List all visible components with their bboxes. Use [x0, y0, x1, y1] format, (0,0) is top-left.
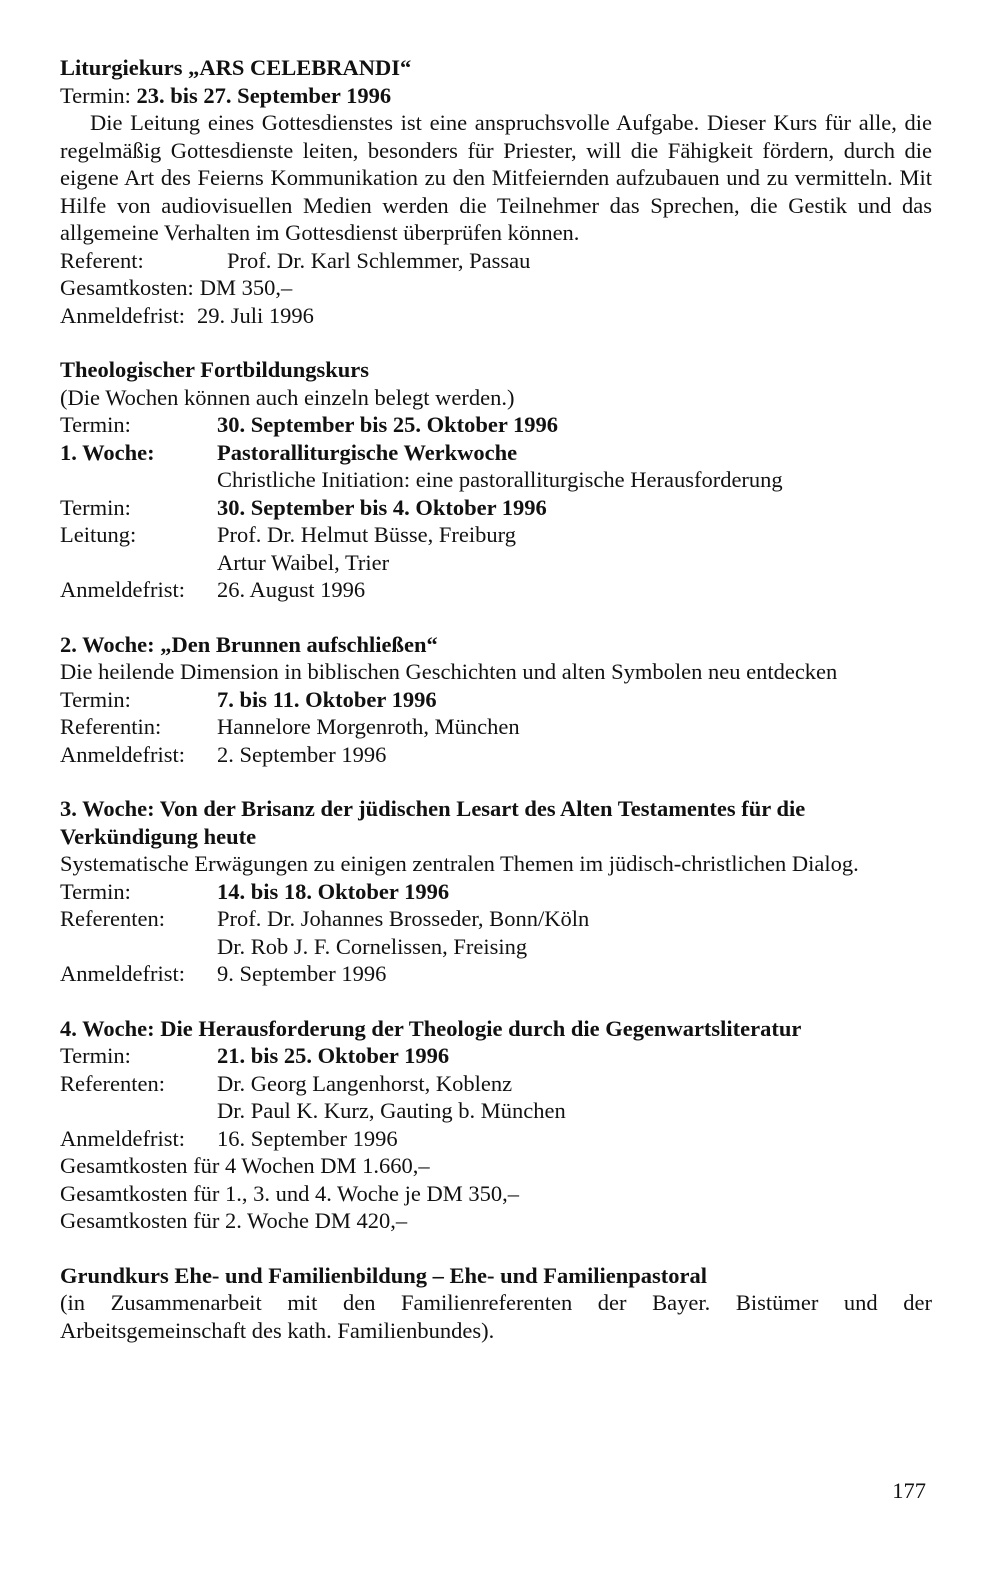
ars-title: Liturgiekurs „ARS CELEBRANDI“	[60, 55, 412, 80]
woche4-termin-value: 21. bis 25. Oktober 1996	[217, 1043, 450, 1068]
woche1-leitung-label: Leitung:	[60, 522, 137, 547]
woche4-title: 4. Woche: Die Herausforderung der Theologie durch die Gegenwartsliteratur	[60, 1015, 802, 1041]
section-fortbildung	[60, 356, 932, 604]
woche1-title-row	[60, 439, 932, 467]
fortbildung-title: Theologischer Fortbildungskurs	[60, 357, 370, 382]
woche3-termin-label: Termin:	[60, 878, 131, 904]
woche3-ref-1: Prof. Dr. Johannes Brosseder, Bonn/Köln	[217, 906, 590, 931]
woche1-termin-value: 30. September bis 4. Oktober 1996	[217, 494, 547, 520]
woche2-frist-label: Anmeldefrist:	[60, 741, 185, 767]
woche1-termin-row	[60, 494, 932, 522]
woche3-ref-row	[60, 905, 932, 933]
woche2-description: Die heilende Dimension in biblischen Geschichten und alten Symbolen neu entdecken	[60, 659, 838, 684]
ars-termin	[60, 82, 932, 110]
woche4-ref-2: Dr. Paul K. Kurz, Gauting b. München	[217, 1098, 566, 1123]
ars-frist-row	[60, 302, 932, 330]
grundkurs-description: (in Zusammenarbeit mit den Familienreferenten der Bayer. Bistümer und der Arbeitsgemeinschaft des kath. Familienbundes).	[60, 1290, 932, 1343]
woche3-termin-value: 14. bis 18. Oktober 1996	[217, 878, 450, 904]
woche2-termin-label: Termin:	[60, 686, 131, 712]
woche1-subtitle: Christliche Initiation: eine pastoralliturgische Herausforderung	[217, 467, 783, 492]
woche3-termin-row	[60, 878, 932, 906]
section-grundkurs	[60, 1262, 932, 1345]
ars-kosten-value: DM 350,–	[199, 275, 293, 300]
woche2-ref-row	[60, 713, 932, 741]
ars-referent-row	[60, 247, 932, 275]
fortbildung-note: (Die Wochen können auch einzeln belegt werden.)	[60, 384, 515, 410]
fortbildung-termin-label: Termin:	[60, 412, 131, 437]
woche1-frist-label: Anmeldefrist:	[60, 577, 185, 602]
woche1-termin-label: Termin:	[60, 494, 131, 520]
woche4-termin-label: Termin:	[60, 1043, 131, 1068]
ars-kosten-label: Gesamtkosten:	[60, 275, 194, 300]
woche4-ref-row-2	[60, 1097, 932, 1125]
woche2-ref-label: Referentin:	[60, 714, 162, 739]
woche2-termin-row	[60, 686, 932, 714]
fortbildung-termin-value: 30. September bis 25. Oktober 1996	[217, 412, 559, 437]
woche4-termin-row	[60, 1042, 932, 1070]
section-woche2	[60, 631, 932, 769]
ars-termin-value: 23. bis 27. September 1996	[136, 82, 392, 108]
woche4-ref-row	[60, 1070, 932, 1098]
woche1-leitung-1: Prof. Dr. Helmut Büsse, Freiburg	[217, 522, 516, 547]
woche3-ref-row-2	[60, 933, 932, 961]
ars-kosten-row	[60, 274, 932, 302]
woche1-leitung-2: Artur Waibel, Trier	[217, 549, 390, 575]
woche2-ref-value: Hannelore Morgenroth, München	[217, 714, 520, 739]
woche1-frist-value: 26. August 1996	[217, 577, 366, 602]
page-number: 177	[892, 1478, 926, 1503]
woche3-frist-row	[60, 960, 932, 988]
ars-description: Die Leitung eines Gottesdienstes ist eine anspruchsvolle Aufgabe. Dieser Kurs für alle, die regelmäßig Gottesdienste leiten, besonders für Priester, will die Fähigkeit fördern, durch die eigene Art des Feierns Kommunikation zu den Mitfeiernden aufzubauen und zu vermitteln. Mit Hilfe von audiovisuellen Medien werden die Teilnehmer das Sprechen, die Gestik und das allgemeine Verhalten im Gottesdienst überprüfen können.	[60, 110, 932, 245]
woche1-subtitle-row	[60, 466, 932, 494]
woche3-title: 3. Woche: Von der Brisanz der jüdischen Lesart des Alten Testamentes für die Verkündigung heute	[60, 796, 806, 849]
woche4-frist-value: 16. September 1996	[217, 1125, 398, 1151]
woche2-title: 2. Woche: „Den Brunnen aufschließen“	[60, 631, 438, 657]
woche3-ref-2: Dr. Rob J. F. Cornelissen, Freising	[217, 933, 528, 959]
woche1-title: Pastoralliturgische Werkwoche	[217, 439, 518, 465]
woche4-frist-label: Anmeldefrist:	[60, 1125, 185, 1151]
section-woche3	[60, 795, 932, 988]
woche4-kosten-1: Gesamtkosten für 4 Wochen DM 1.660,–	[60, 1153, 430, 1178]
ars-referent-label: Referent:	[60, 247, 144, 273]
woche3-ref-label: Referenten:	[60, 906, 165, 931]
woche2-termin-value: 7. bis 11. Oktober 1996	[217, 686, 437, 712]
grundkurs-title: Grundkurs Ehe- und Familienbildung – Ehe- und Familienpastoral	[60, 1262, 708, 1288]
woche4-ref-label: Referenten:	[60, 1070, 165, 1096]
woche3-frist-label: Anmeldefrist:	[60, 961, 185, 986]
woche4-kosten-3: Gesamtkosten für 2. Woche DM 420,–	[60, 1208, 408, 1233]
fortbildung-termin-row	[60, 411, 932, 439]
woche1-leitung-row-2	[60, 549, 932, 577]
woche3-frist-value: 9. September 1996	[217, 961, 387, 986]
document-page	[60, 54, 932, 1371]
ars-frist-value: 29. Juli 1996	[196, 302, 314, 328]
woche4-kosten-2: Gesamtkosten für 1., 3. und 4. Woche je DM 350,–	[60, 1180, 519, 1206]
woche4-ref-1: Dr. Georg Langenhorst, Koblenz	[217, 1070, 513, 1096]
woche1-leitung-row	[60, 521, 932, 549]
woche1-frist-row	[60, 576, 932, 604]
section-woche4	[60, 1015, 932, 1235]
ars-termin-label: Termin:	[60, 82, 131, 108]
woche3-description: Systematische Erwägungen zu einigen zentralen Themen im jüdisch-christlichen Dialog.	[60, 851, 859, 876]
woche2-frist-value: 2. September 1996	[217, 741, 387, 767]
section-ars-celebrandi	[60, 54, 932, 329]
woche4-frist-row	[60, 1125, 932, 1153]
woche1-label: 1. Woche:	[60, 439, 155, 465]
ars-frist-label: Anmeldefrist:	[60, 302, 185, 328]
woche2-frist-row	[60, 741, 932, 769]
ars-referent-value: Prof. Dr. Karl Schlemmer, Passau	[227, 247, 531, 273]
